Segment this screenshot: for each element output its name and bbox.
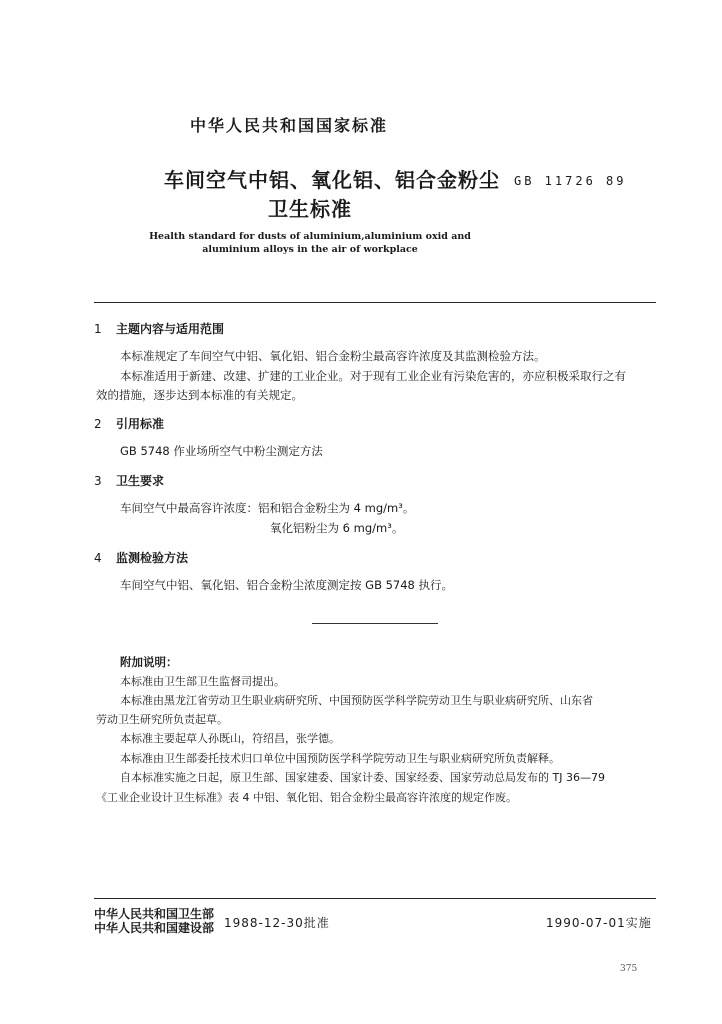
section-number: 2 [94,417,102,431]
section-2-reference: GB 5748 作业场所空气中粉尘测定方法 [120,444,323,458]
section-1-paragraph-1: 本标准规定了车间空气中铝、氧化铝、铝合金粉尘最高容许浓度及其监测检验方法。 [120,349,546,363]
section-title: 引用标准 [116,417,165,431]
section-3-requirement-1: 车间空气中最高容许浓度：铝和铝合金粉尘为 4 mg/m³。 [120,501,415,515]
note-3: 本标准主要起草人孙既山，符绍昌，张学德。 [120,732,340,745]
standard-code: GB 11726 89 [514,174,627,188]
note-2-line-2: 劳动卫生研究所负责起草。 [96,713,228,726]
note-5-line-1: 自本标准实施之日起，原卫生部、国家建委、国家计委、国家经委、国家劳动总局发布的 TJ 36—79 [120,771,605,784]
note-1: 本标准由卫生部卫生监督司提出。 [120,675,285,688]
note-4: 本标准由卫生部委托技术归口单位中国预防医学科学院劳动卫生与职业病研究所负责解释。 [120,752,560,765]
section-number: 4 [94,551,102,565]
header-divider [94,302,656,303]
section-1-paragraph-2-line-1: 本标准适用于新建、改建、扩建的工业企业。对于现有工业企业有污染危害的，亦应积极采取行之有 [120,369,626,383]
issuing-authorities [94,907,214,935]
implementation-date: 1990-07-01实施 [546,916,652,930]
section-4-heading [94,549,188,566]
footer-divider [94,898,656,899]
section-title: 卫生要求 [116,474,165,488]
issuer-ministry-of-construction: 中华人民共和国建设部 [94,921,215,935]
title-line-1: 车间空气中铝、氧化铝、铝合金粉尘 [164,168,500,192]
issuer-ministry-of-health: 中华人民共和国卫生部 [94,907,215,921]
section-1-paragraph-2-line-2: 效的措施，逐步达到本标准的有关规定。 [96,388,303,402]
english-title-line-1: Health standard for dusts of aluminium,aluminium oxid and [149,231,471,242]
section-4-paragraph: 车间空气中铝、氧化铝、铝合金粉尘浓度测定按 GB 5748 执行。 [120,578,454,592]
section-3-heading [94,472,164,489]
section-title: 主题内容与适用范围 [116,322,225,336]
note-5-line-2: 《工业企业设计卫生标准》表 4 中铝、氧化铝、铝合金粉尘最高容许浓度的规定作废。 [96,791,517,804]
page-number: 375 [620,964,638,974]
notes-heading: 附加说明： [120,655,178,669]
english-title-line-2: aluminium alloys in the air of workplace [202,244,418,255]
title-line-2: 卫生标准 [268,197,352,221]
note-2-line-1: 本标准由黑龙江省劳动卫生职业病研究所、中国预防医学科学院劳动卫生与职业病研究所、山东省 [120,694,593,707]
section-number: 3 [94,474,102,488]
section-3-requirement-2: 氧化铝粉尘为 6 mg/m³。 [270,521,404,535]
section-1-heading [94,320,224,337]
approval-date: 1988-12-30批准 [224,916,330,930]
section-title: 监测检验方法 [116,551,189,565]
section-number: 1 [94,322,102,336]
standard-category: 中华人民共和国国家标准 [190,116,389,135]
section-2-heading [94,415,164,432]
end-of-text-rule [312,623,438,624]
